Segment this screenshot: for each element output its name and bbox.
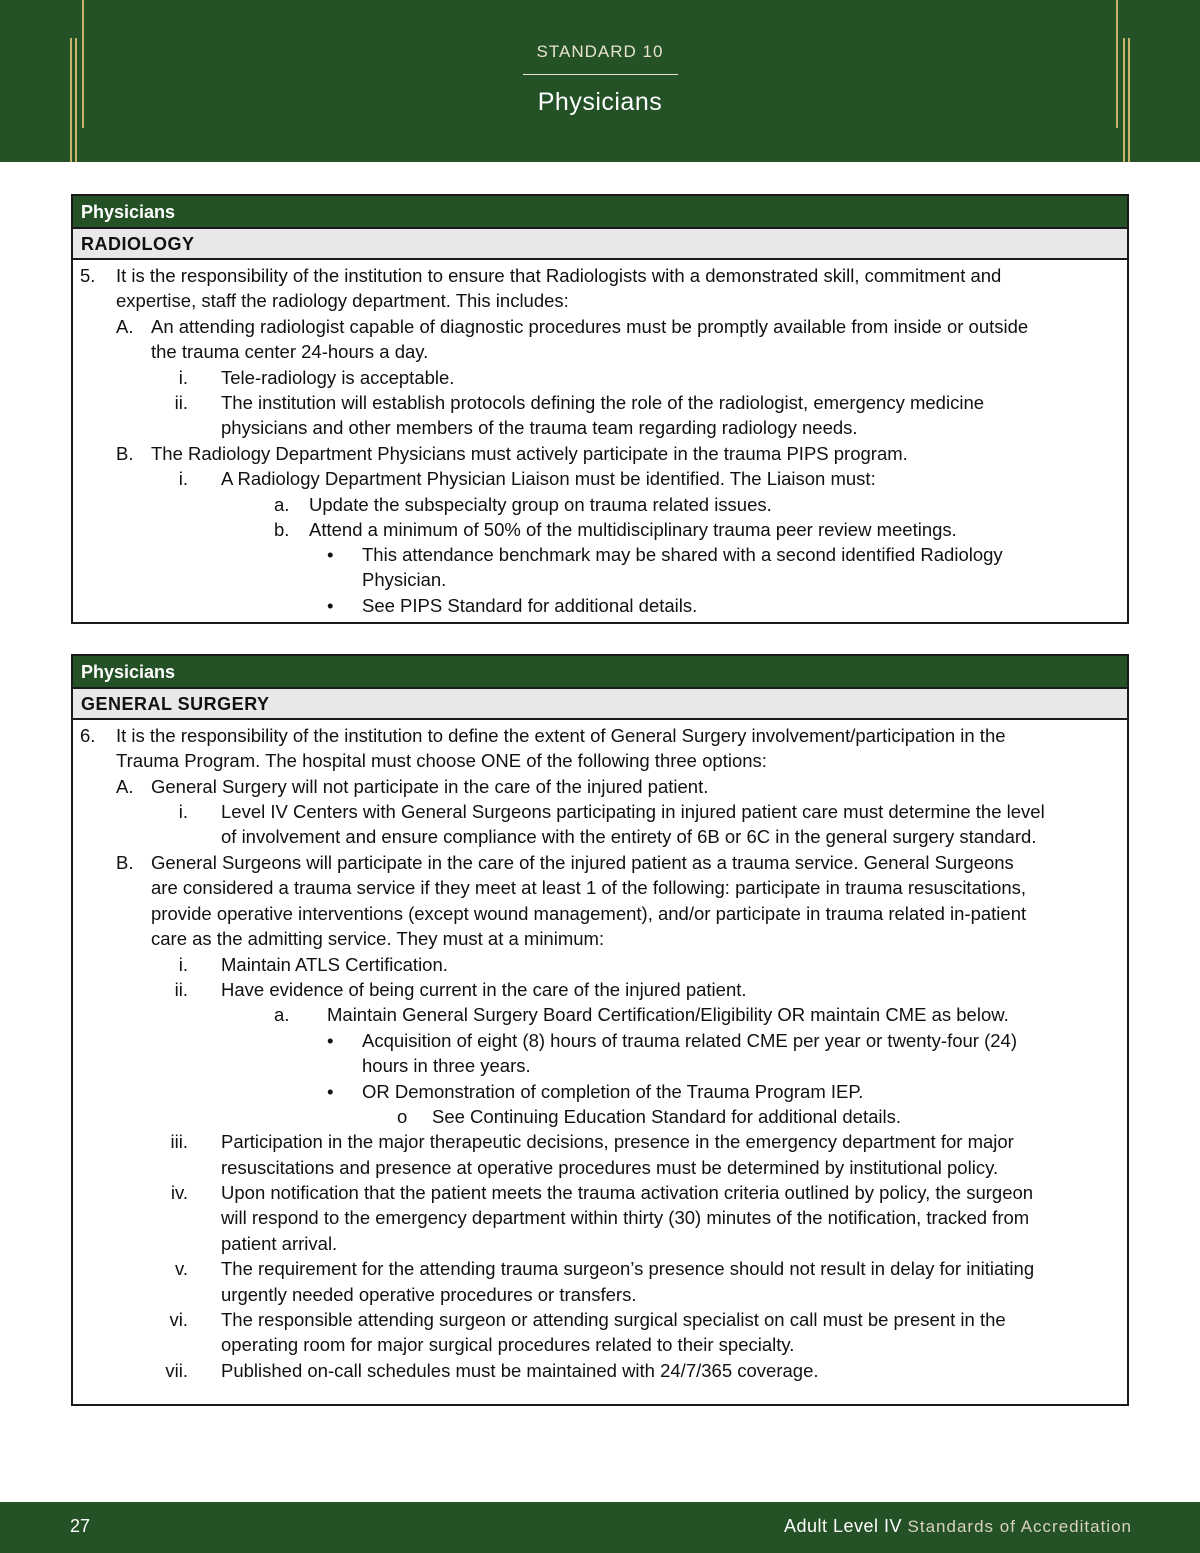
list-marker: a. [274, 494, 290, 515]
section-header: Physicians [73, 196, 1127, 229]
bullet-marker: • [327, 595, 334, 616]
text-line: Acquisition of eight (8) hours of trauma related CME per year or twenty-four (24) [362, 1030, 1017, 1051]
bullet-marker: • [327, 544, 334, 565]
list-marker: A. [116, 776, 134, 797]
text-line: See Continuing Education Standard for additional details. [432, 1106, 901, 1127]
section-subheader: GENERAL SURGERY [73, 689, 1127, 720]
section-subheader: RADIOLOGY [73, 229, 1127, 260]
list-marker: a. [274, 1004, 290, 1025]
text-line: The responsible attending surgeon or attending surgical specialist on call must be present in the [221, 1309, 1006, 1330]
page-title: Physicians [537, 88, 663, 116]
text-line: will respond to the emergency department within thirty (30) minutes of the notification, tracked from [221, 1207, 1030, 1228]
document-title-light: Standards of Accreditation [907, 1517, 1132, 1536]
list-marker: iii. [170, 1131, 188, 1152]
text-line: Participation in the major therapeutic decisions, presence in the emergency department for major [221, 1131, 1014, 1152]
list-marker: i. [178, 801, 188, 822]
text-line: urgently needed operative procedures or transfers. [221, 1284, 637, 1305]
text-line: the trauma center 24-hours a day. [151, 341, 429, 362]
text-line: See PIPS Standard for additional details. [362, 595, 698, 616]
text-line: of involvement and ensure compliance with the entirety of 6B or 6C in the general surgery standard. [221, 826, 1037, 847]
standard-label: STANDARD 10 [536, 42, 664, 61]
list-marker: A. [116, 316, 134, 337]
general-surgery-table [71, 654, 1129, 1406]
bullet-marker: • [327, 1030, 334, 1051]
text-line: are considered a trauma service if they meet at least 1 of the following: participate in trauma resuscitations, [151, 877, 1027, 898]
text-line: It is the responsibility of the institution to ensure that Radiologists with a demonstrated skill, commitment and [116, 265, 1002, 286]
list-marker: vi. [169, 1309, 188, 1330]
text-line: Tele-radiology is acceptable. [221, 367, 455, 388]
list-marker: i. [178, 954, 188, 975]
list-marker: ii. [174, 979, 188, 1000]
list-marker: v. [174, 1258, 188, 1279]
text-line: Update the subspecialty group on trauma related issues. [309, 494, 772, 515]
text-line: The institution will establish protocols defining the role of the radiologist, emergency medicine [221, 392, 985, 413]
text-line: Level IV Centers with General Surgeons participating in injured patient care must determine the level [221, 801, 1045, 822]
text-line: care as the admitting service. They must at a minimum: [151, 928, 605, 949]
document-title-bold: Adult Level IV [783, 1516, 903, 1536]
text-line: physicians and other members of the trauma team regarding radiology needs. [221, 417, 858, 438]
bullet-marker: • [327, 1081, 334, 1102]
text-line: The Radiology Department Physicians must actively participate in the trauma PIPS program. [151, 443, 908, 464]
text-line: Attend a minimum of 50% of the multidisciplinary trauma peer review meetings. [309, 519, 957, 540]
text-line: Have evidence of being current in the care of the injured patient. [221, 979, 747, 1000]
item-number: 6. [80, 725, 96, 746]
section-header: Physicians [73, 656, 1127, 689]
title-divider [523, 74, 678, 75]
list-marker: i. [178, 367, 188, 388]
text-line: Maintain ATLS Certification. [221, 954, 448, 975]
text-line: General Surgeons will participate in the care of the injured patient as a trauma service. General Surgeons [151, 852, 1014, 873]
text-line: hours in three years. [362, 1055, 531, 1076]
text-line: Upon notification that the patient meets the trauma activation criteria outlined by policy, the surgeon [221, 1182, 1034, 1203]
text-line: A Radiology Department Physician Liaison must be identified. The Liaison must: [221, 468, 876, 489]
text-line: This attendance benchmark may be shared with a second identified Radiology [362, 544, 1003, 565]
text-line: Trauma Program. The hospital must choose ONE of the following three options: [116, 750, 767, 771]
radiology-table [71, 194, 1129, 624]
text-line: operating room for major surgical procedures related to their specialty. [221, 1334, 795, 1355]
list-marker: B. [116, 443, 134, 464]
page-number: 27 [70, 1516, 91, 1536]
text-line: An attending radiologist capable of diagnostic procedures must be promptly available from inside or outside [151, 316, 1029, 337]
text-line: Maintain General Surgery Board Certification/Eligibility OR maintain CME as below. [327, 1004, 1009, 1025]
text-line: Physician. [362, 569, 447, 590]
list-marker: i. [178, 468, 188, 489]
list-marker: ii. [174, 392, 188, 413]
sub-bullet-marker: o [397, 1106, 408, 1127]
text-line: General Surgery will not participate in the care of the injured patient. [151, 776, 709, 797]
text-line: resuscitations and presence at operative procedures must be determined by institutional policy. [221, 1157, 999, 1178]
list-marker: b. [274, 519, 290, 540]
document-title [784, 1516, 1132, 1537]
text-line: expertise, staff the radiology department. This includes: [116, 290, 569, 311]
list-marker: B. [116, 852, 134, 873]
text-line: The requirement for the attending trauma surgeon’s presence should not result in delay for initiating [221, 1258, 1035, 1279]
text-line: patient arrival. [221, 1233, 338, 1254]
text-line: Published on-call schedules must be maintained with 24/7/365 coverage. [221, 1360, 819, 1381]
text-line: OR Demonstration of completion of the Trauma Program IEP. [362, 1081, 864, 1102]
page-header [0, 0, 1200, 162]
item-number: 5. [80, 265, 96, 286]
list-marker: iv. [170, 1182, 188, 1203]
page-footer [0, 1502, 1200, 1553]
text-line: It is the responsibility of the institution to define the extent of General Surgery involvement/participation in the [116, 725, 1006, 746]
text-line: provide operative interventions (except wound management), and/or participate in trauma related in-patient [151, 903, 1027, 924]
list-marker: vii. [165, 1360, 188, 1381]
